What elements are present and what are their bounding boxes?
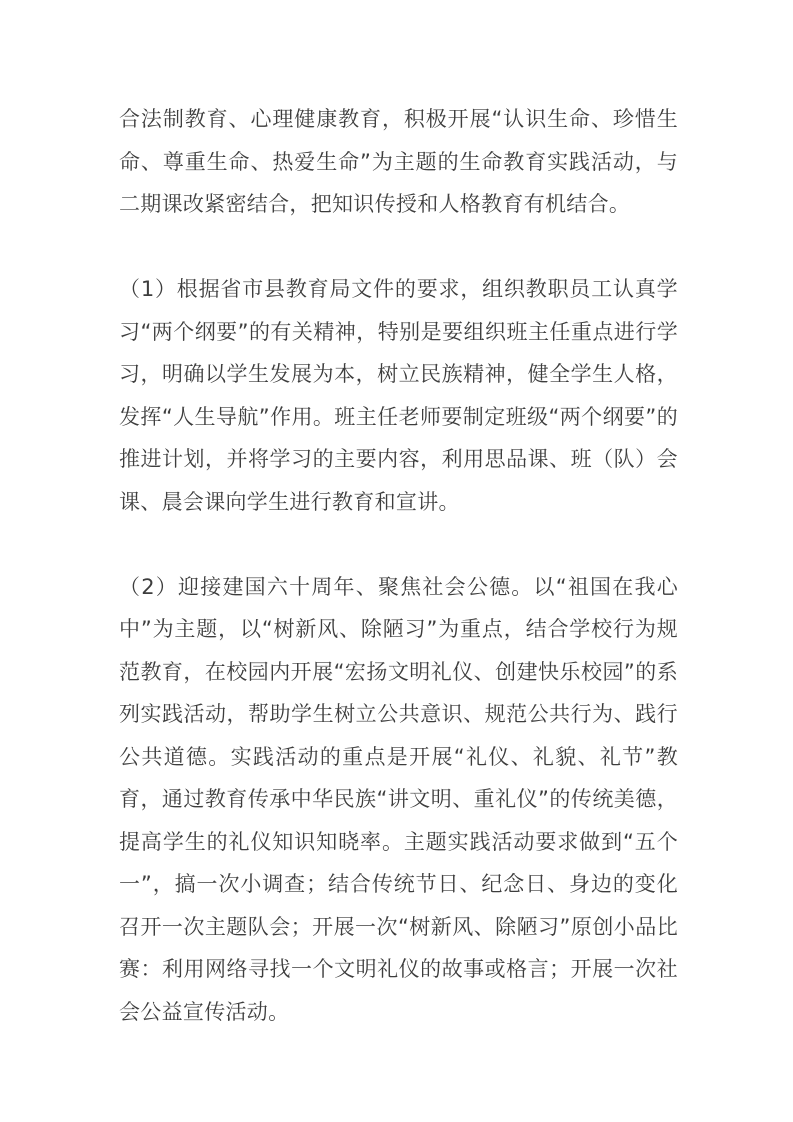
document-text-block [119, 98, 678, 1033]
paragraph-item-1: （1）根据省市县教育局文件的要求，组织教职员工认真学习“两个纲要”的有关精神，特别是要组织班主任重点进行学习，明确以学生发展为本，树立民族精神，健全学生人格，发挥“人生导航”作用。班主任老师要制定班级“两个纲要”的推进计划，并将学习的主要内容，利用思品课、班（队）会课、晨会课向学生进行教育和宣讲。 [119, 277, 678, 514]
paragraph-intro: 合法制教育、心理健康教育，积极开展“认识生命、珍惜生命、尊重生命、热爱生命”为主题的生命教育实践活动，与二期课改紧密结合，把知识传授和人格教育有机结合。 [119, 107, 678, 216]
paragraph-item-2: （2）迎接建国六十周年、聚焦社会公德。以“祖国在我心中”为主题，以“树新风、除陋习”为重点，结合学校行为规范教育，在校园内开展“宏扬文明礼仪、创建快乐校园”的系列实践活动，帮助学生树立公共意识、规范公共行为、践行公共道德。实践活动的重点是开展“礼仪、礼貌、礼节”教育，通过教育传承中华民族“讲文明、重礼仪”的传统美德，提高学生的礼仪知识知晓率。主题实践活动要求做到“五个一”，搞一次小调查；结合传统节日、纪念日、身边的变化召开一次主题队会；开展一次“树新风、除陋习”原创小品比赛：利用网络寻找一个文明礼仪的故事或格言；开展一次社会公益宣传活动。 [119, 574, 678, 1024]
